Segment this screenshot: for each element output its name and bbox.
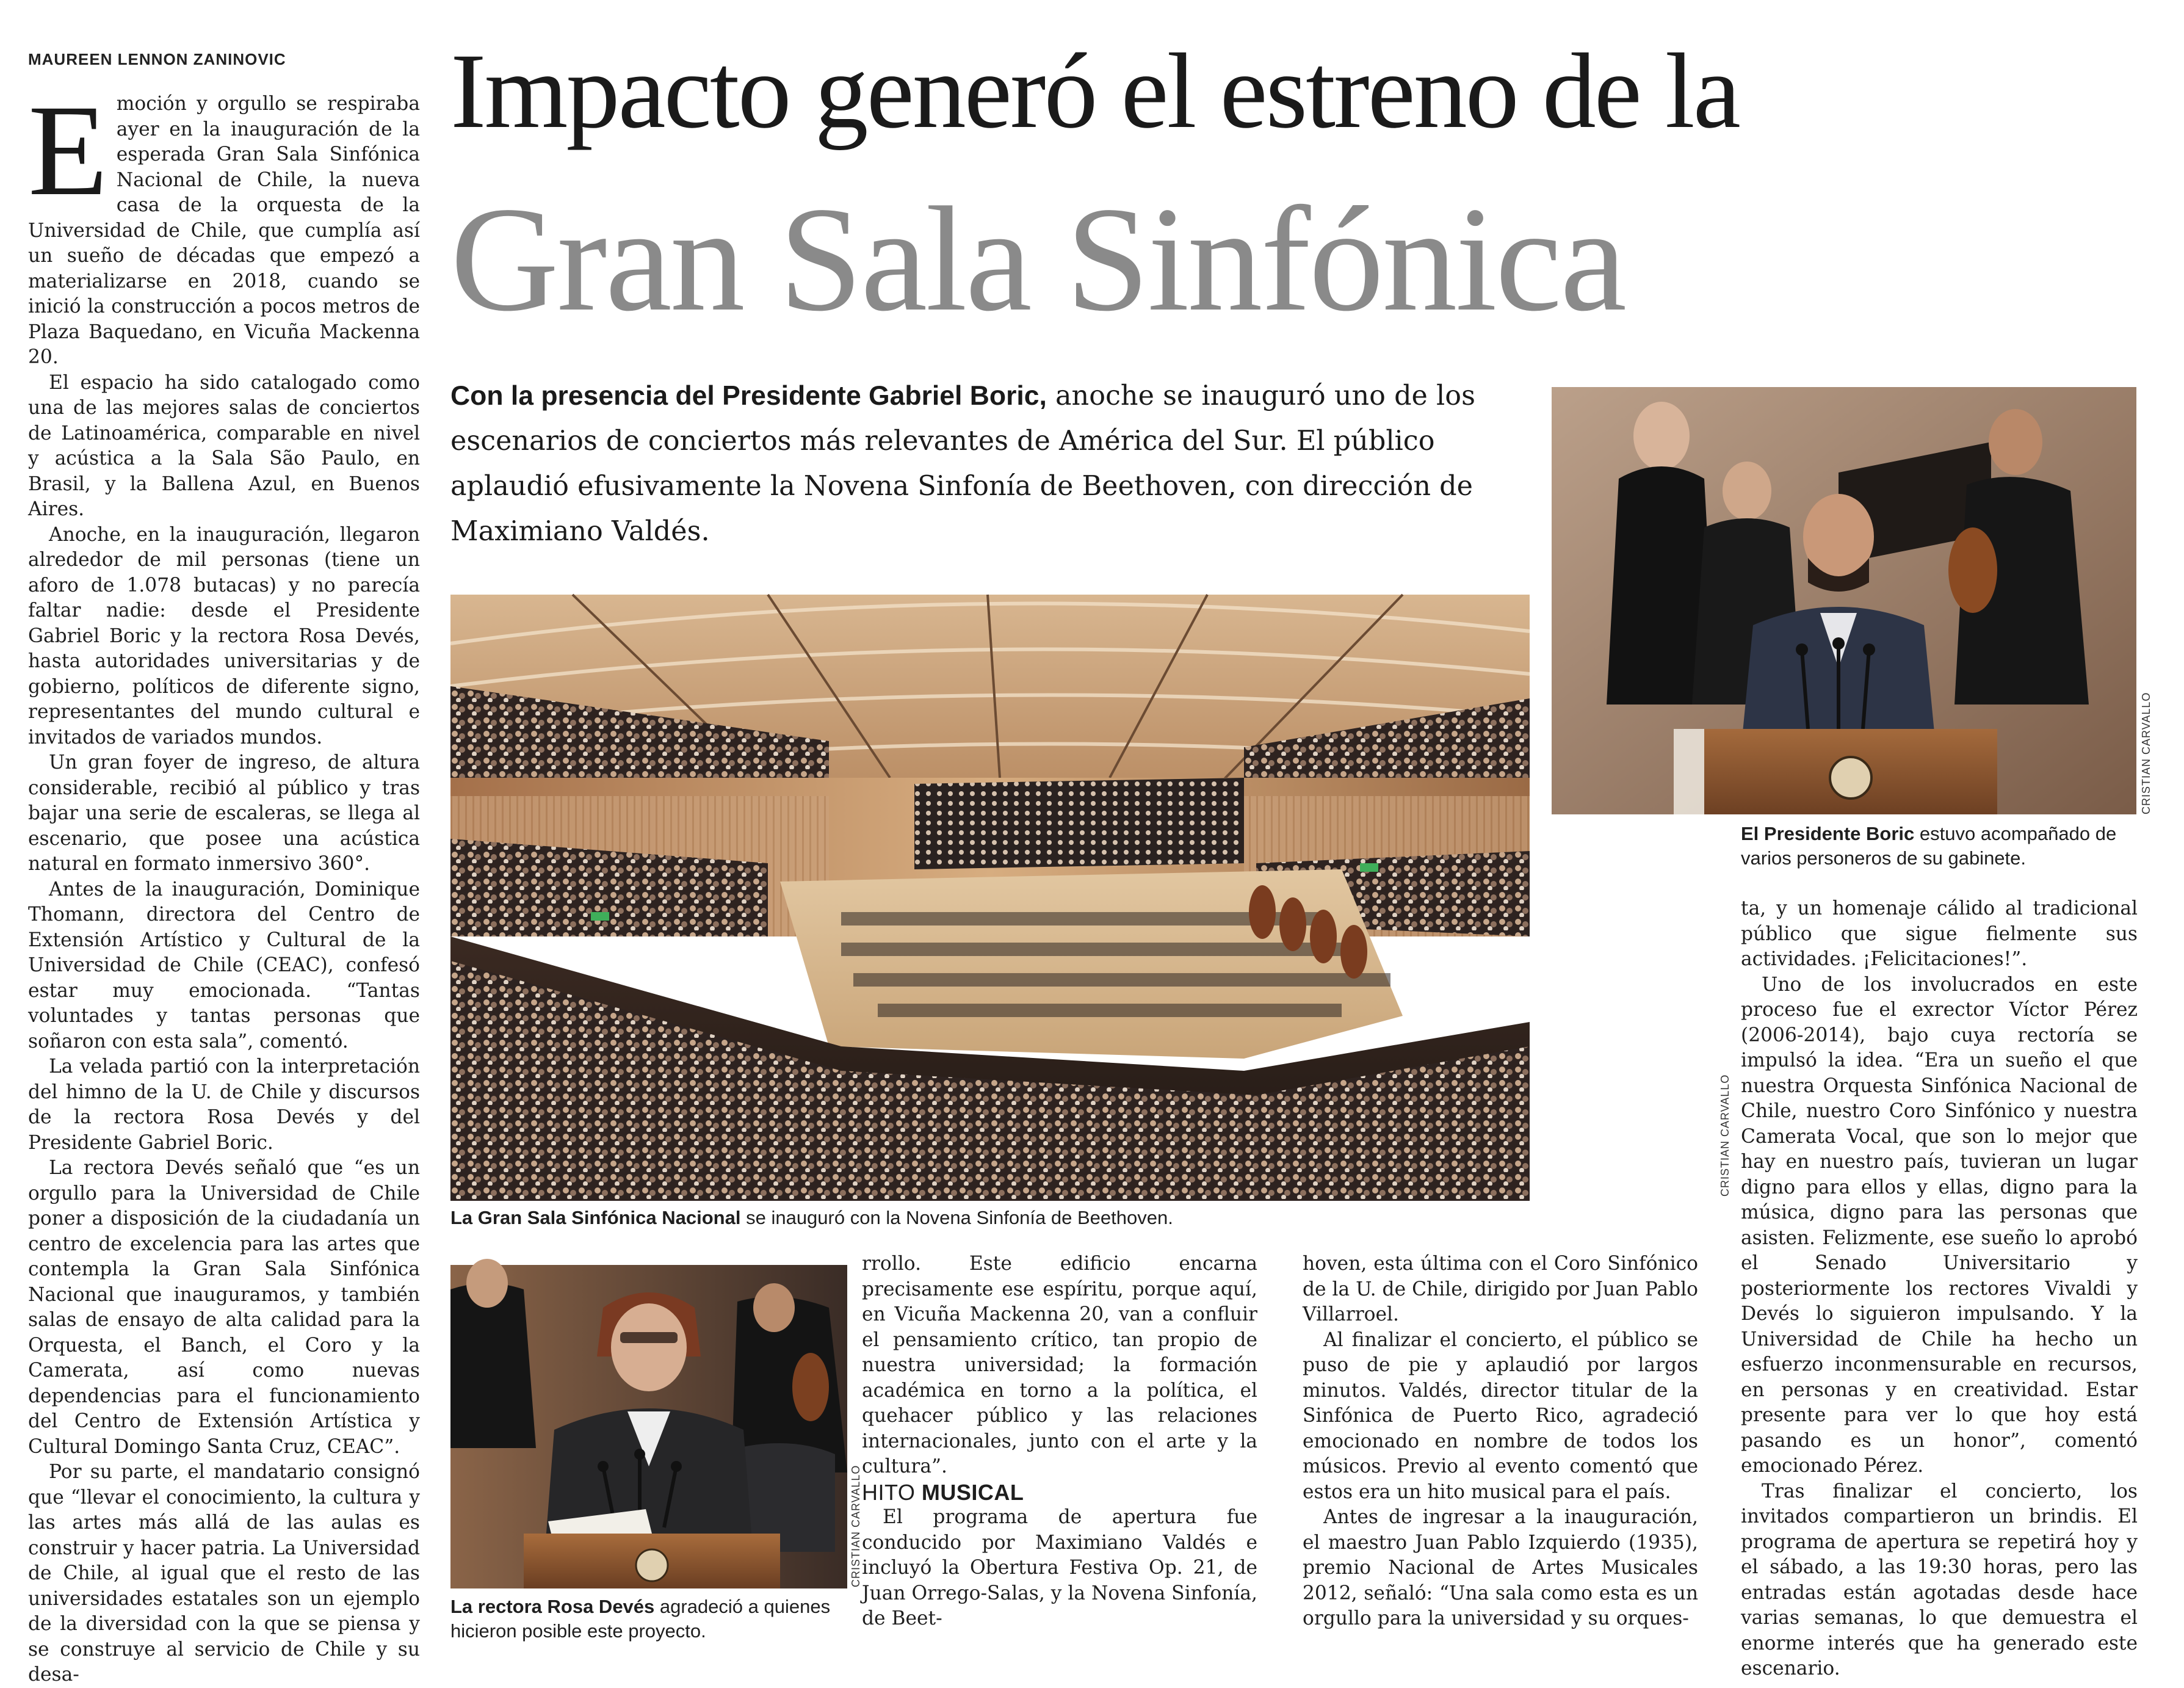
body-column-1 — [28, 78, 420, 1686]
photo-caption: El Presidente Boric estuvo acompañado de varios personeros de su gabinete. — [1741, 823, 2117, 869]
deck-text: anoche se inauguró uno de los escenarios de conciertos más relevantes de América del Sur. El público aplaudió efusivamente la Novena Sinfonía de Beethoven, con dirección de Maximiano Valdés. — [450, 380, 1475, 547]
byline: MAUREEN LENNON ZANINOVIC — [28, 50, 286, 68]
paragraph: Por su parte, el mandatario consignó que “llevar el conocimiento, la cultura y las artes más allá de las aulas es construir y hacer patria. La Universidad de Chile, al igual que el resto de las universidades estatales son un ejemplo de la diversidad con la que se piensa y se construye al servicio de Chile y su desa- — [28, 1461, 420, 1686]
paragraph: Anoche, en la inauguración, llegaron alrededor de mil personas (tiene un aforo de 1.078 butacas) y no parecía faltar nadie: desde el Presidente Gabriel Boric y la rectora Rosa Devés, hasta autoridades universitarias y de gobierno, políticos de diferente signo, representantes del mundo cultural e invitados de variados mundos. — [28, 523, 420, 748]
paragraph: La velada partió con la interpretación del himno de la U. de Chile y discursos de la rectora Rosa Devés y del Presidente Gabriel Boric. — [28, 1056, 420, 1154]
paragraph: Emoción y orgullo se respiraba ayer en la inauguración de la esperada Gran Sala Sinfónica Nacional de Chile, la nueva casa de la orquesta de la Universidad de Chile, que cumplía así un sueño de décadas que empezó a materializarse en 2018, cuando se inició la construcción a pocos metros de Plaza Baquedano, en Vicuña Mackenna 20. — [28, 78, 420, 368]
photo-credit: CRISTIAN CARVALLO — [1719, 1074, 1731, 1197]
body-column-5 — [1741, 896, 2138, 1679]
paragraph: Tras finalizar el concierto, los invitados compartieron un brindis. El programa de apertura se repetirá hoy y el sábado, a las 19:30 horas, pero las entradas están agotadas desde hace varias semanas, lo que demuestra el enorme interés que ha generado este escenario. — [1741, 1480, 2138, 1679]
paragraph: Uno de los involucrados en este proceso fue el exrector Víctor Pérez (2006-2014), bajo cuya rectoría se impulsó la idea. “Era un sueño el que nuestra Orquesta Sinfónica Nacional de Chile, nuestro Coro Sinfónico y nuestra Camerata Vocal, que son lo mejor que hay en nuestro país, tuvieran un lugar digno para ellos y ellas, digno para la música, digno para las personas que asisten. Felizmente, ese sueño lo aprobó el Senado Universitario y posteriormente los rectores Vivaldi y Devés lo siguieron impulsando. Y la Universidad de Chile ha hecho un esfuerzo inconmensurable en recursos, en personas y en creatividad. Estar presente para ver lo que hoy está pasando es un honor”, comentó emocionado Pérez. — [1741, 973, 2138, 1477]
paragraph: ta, y un homenaje cálido al tradicional público que sigue fielmente sus actividades. ¡Felicitaciones!”. — [1741, 897, 2138, 970]
body-column-3 — [862, 1252, 1257, 1667]
headline-line-2: Gran Sala Sinfónica — [450, 176, 1625, 342]
rector-photo — [450, 1265, 847, 1588]
paragraph: El espacio ha sido catalogado como una de las mejores salas de conciertos de Latinoamérica, comparable en nivel y acústica a la Sala São Paulo, en Brasil, y la Ballena Azul, en Buenos Aires. — [28, 371, 420, 520]
paragraph: rrollo. Este edificio encarna precisamente ese espíritu, porque aquí, en Vicuña Mackenna 20, van a confluir el pensamiento crítico, tan propio de nuestra universidad; la formación académica en torno a la política, el quehacer público y las relaciones internacionales, junto con el arte y la cultura”. — [862, 1253, 1257, 1477]
photo-credit: CRISTIAN CARVALLO — [850, 1465, 862, 1587]
paragraph: La rectora Devés señaló que “es un orgullo para la Universidad de Chile poner a disposición de la ciudadanía un centro de excelencia para las artes que contempla la Gran Sala Sinfónica Nacional que inauguramos, y también salas de ensayo de alta calidad para la Orquesta, el Banch, el Coro y la Camerata, así como nuevas dependencias para el funcionamiento del Centro de Extensión Artística y Cultural Domingo Santa Cruz, CEAC”. — [28, 1157, 420, 1458]
photo-caption: La Gran Sala Sinfónica Nacional se inauguró con la Novena Sinfonía de Beethoven. — [450, 1207, 1173, 1228]
photo-credit: CRISTIAN CARVALLO — [2140, 692, 2152, 814]
paragraph: Un gran foyer de ingreso, de altura considerable, recibió al público y tras bajar una serie de escaleras, se llega al escenario, que posee una acústica natural en formato inmersivo 360°. — [28, 752, 420, 875]
paragraph: hoven, esta última con el Coro Sinfónico de la U. de Chile, dirigido por Juan Pablo Villarroel. — [1303, 1253, 1698, 1325]
body-column-4 — [1303, 1252, 1698, 1667]
headline-line-1: Impacto generó el estreno de la — [450, 32, 1739, 151]
paragraph: Antes de la inauguración, Dominique Thomann, directora del Centro de Extensión Artístico y Cultural de la Universidad de Chile (CEAC), confesó estar muy emocionada. “Tantas voluntades y tantas personas que soñaron con esta sala”, comentó. — [28, 878, 420, 1052]
deck — [450, 374, 1506, 554]
photo-caption: La rectora Rosa Devés agradeció a quienes hicieron posible este proyecto. — [450, 1596, 831, 1642]
paragraph: El programa de apertura fue conducido por Maximiano Valdés e incluyó la Obertura Festiva Op. 21, de Juan Orrego-Salas, y la Novena Sinfonía, de Beet- — [862, 1506, 1257, 1629]
deck-lead: Con la presencia del Presidente Gabriel Boric, — [450, 381, 1047, 411]
concert-hall-photo — [450, 595, 1530, 1201]
paragraph: Al finalizar el concierto, el público se puso de pie y aplaudió por largos minutos. Valdés, director titular de la Sinfónica de Puerto Rico, agradeció emocionado en nombre de todos los músicos. Previo al evento comentó que estos era un hito musical para el país. — [1303, 1328, 1698, 1503]
paragraph: Antes de ingresar a la inauguración, el maestro Juan Pablo Izquierdo (1935), premio Nacional de Artes Musicales 2012, señaló: “Una sala como esta es un orgullo para la universidad y su orques- — [1303, 1506, 1698, 1629]
drop-cap: E — [28, 78, 108, 223]
subhead: HITO MUSICAL — [862, 1479, 1024, 1505]
president-photo — [1552, 387, 2136, 814]
